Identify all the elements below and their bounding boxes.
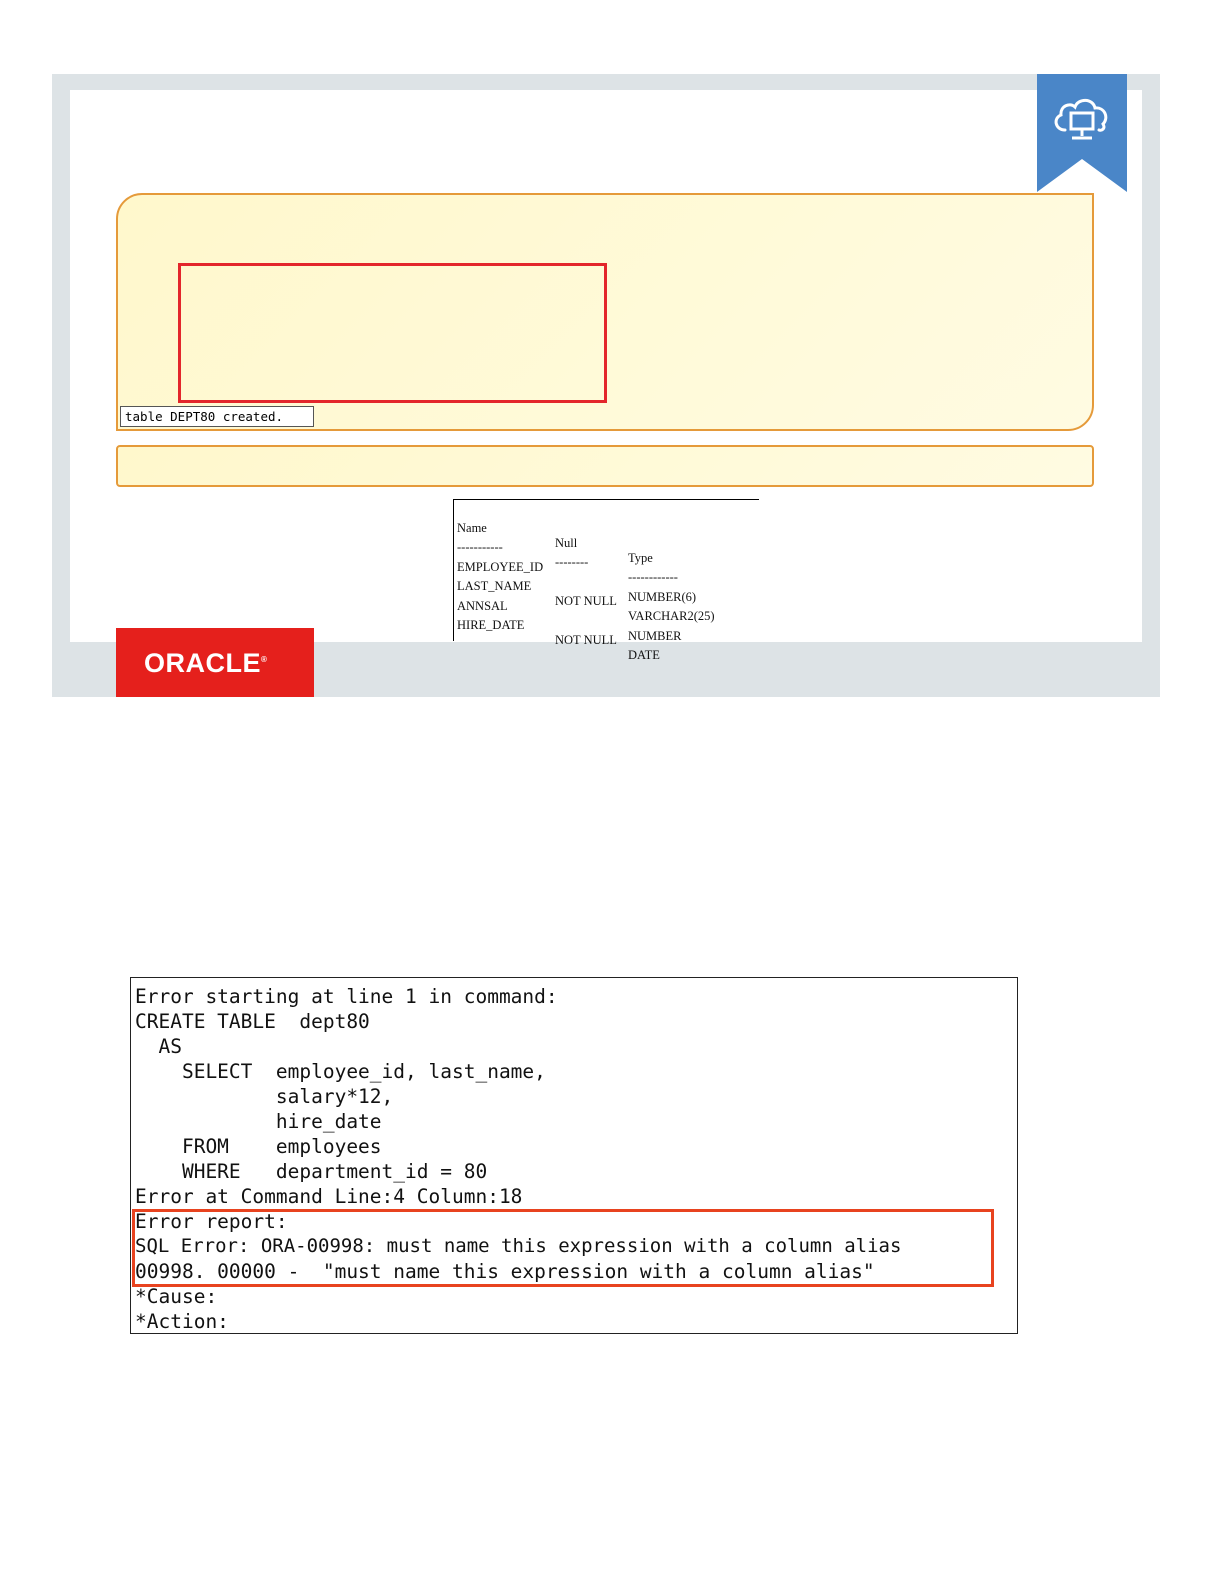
column-type: VARCHAR2(25) [628, 609, 715, 623]
describe-separator: ------------ [628, 570, 678, 584]
describe-header-type: Type [628, 551, 653, 565]
column-name: ANNSAL [457, 599, 508, 613]
error-line: FROM employees [135, 1135, 382, 1158]
error-line: WHERE department_id = 80 [135, 1160, 488, 1183]
describe-output [453, 499, 759, 662]
table-created-message: table DEPT80 created. [120, 406, 314, 427]
column-null: NOT NULL [555, 594, 617, 608]
column-type: DATE [628, 648, 660, 662]
error-line: hire_date [135, 1110, 382, 1133]
registered-mark: ® [261, 655, 268, 664]
error-line: AS [135, 1035, 182, 1058]
error-line: *Action: [135, 1310, 229, 1333]
cloud-computer-icon [1051, 94, 1113, 152]
error-line: Error starting at line 1 in command: [135, 985, 558, 1008]
error-line: salary*12, [135, 1085, 394, 1108]
describe-header-row [457, 506, 653, 565]
column-name: HIRE_DATE [457, 618, 525, 632]
error-line: SELECT employee_id, last_name, [135, 1060, 546, 1083]
error-line: SQL Error: ORA-00998: must name this expression with a column alias [135, 1235, 902, 1257]
describe-separator: ----------- [457, 540, 503, 554]
column-name: LAST_NAME [457, 579, 532, 593]
column-type: NUMBER [628, 629, 682, 643]
describe-command-bar [116, 445, 1094, 487]
describe-separator: -------- [555, 555, 589, 569]
column-type: NUMBER(6) [628, 590, 697, 604]
error-line: *Cause: [135, 1285, 218, 1308]
error-line: 00998. 00000 - "must name this expression with a column alias" [135, 1260, 875, 1283]
oracle-logo [116, 628, 314, 697]
error-line: Error at Command Line:4 Column:18 [135, 1185, 523, 1208]
oracle-logo-text: ORACLE [144, 648, 261, 678]
describe-header-null: Null [555, 536, 578, 550]
describe-header-name: Name [457, 521, 487, 535]
error-line: Error report: [135, 1210, 288, 1233]
error-line: CREATE TABLE dept80 [135, 1010, 370, 1033]
code-highlight-box [178, 263, 607, 403]
column-name: EMPLOYEE_ID [457, 560, 544, 574]
error-report-highlight [132, 1209, 994, 1287]
column-null: NOT NULL [555, 633, 617, 647]
